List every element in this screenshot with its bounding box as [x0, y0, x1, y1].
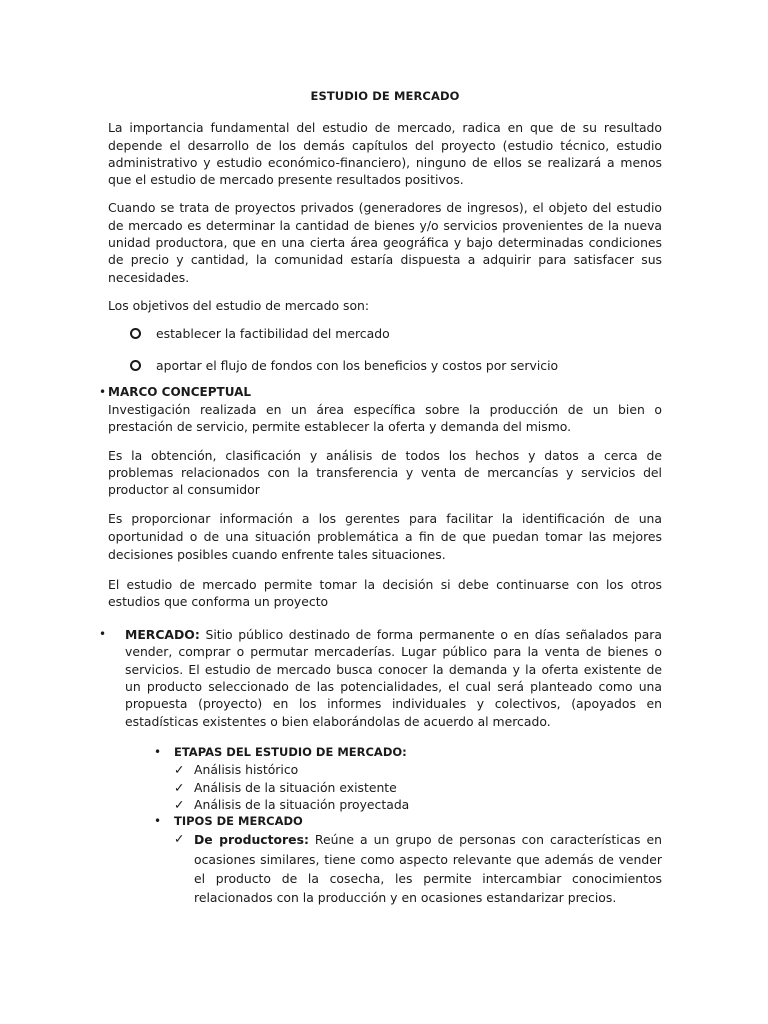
- tipo-item: [174, 830, 662, 907]
- etapa-text: Análisis histórico: [194, 762, 299, 778]
- mercado-section: [99, 626, 662, 730]
- etapa-text: Análisis de la situación proyectada: [194, 796, 410, 812]
- marco-paragraph-4: El estudio de mercado permite tomar la decisión si debe continuarse con los otros estudios que conforma un proyecto: [108, 576, 662, 609]
- intro-paragraph-1: La importancia fundamental del estudio de mercado, radica en que de su resultado depende el desarrollo de los demás capítulos del proyecto (estudio técnico, estudio administrativo y estudio económico-financiero), ninguno de ellos se realizará a menos que el estudio de mercado presente resultados positivos.: [108, 120, 662, 188]
- circle-bullet-icon: [130, 328, 141, 339]
- etapa-item: [174, 761, 662, 778]
- checkmark-icon: ✓: [174, 796, 185, 812]
- etapas-list: [174, 761, 662, 813]
- etapa-text: Análisis de la situación existente: [194, 779, 397, 795]
- mercado-definition: Sitio público destinado de forma permanente o en días señalados para vender, comprar o permutar mercaderías. Lugar público para la venta de bienes o servicios. El estudio de mercado busca conocer la demanda y la oferta existente de un producto seleccionado de las potencialidades, el cual será planteado como una propuesta (proyecto) en los informes individuales y colectivos, (apoyados en estadísticas existentes o bien elaborándolas de acuerdo al mercado.: [125, 627, 662, 729]
- marco-paragraph-1: Investigación realizada en un área específica sobre la producción de un bien o prestación de servicio, permite establecer la oferta y demanda del mismo.: [108, 402, 662, 435]
- etapas-heading: ETAPAS DEL ESTUDIO DE MERCADO:: [174, 744, 407, 759]
- etapa-item: [174, 796, 662, 813]
- document-page: [99, 88, 663, 907]
- objectives-list: [108, 325, 662, 374]
- tipos-section: [108, 813, 662, 907]
- checkmark-icon: ✓: [174, 779, 185, 795]
- marco-paragraph-3: Es proporcionar información a los gerentes para facilitar la identificación de una oportunidad o de una situación problemática a fin de que puedan tomar las mejores decisiones posibles cuando enfrente tales situaciones.: [108, 510, 662, 563]
- etapas-section: [108, 744, 662, 813]
- objective-item: [108, 357, 662, 374]
- tipos-list: [174, 830, 662, 907]
- tipo-term: De productores:: [194, 832, 309, 848]
- objective-text: establecer la factibilidad del mercado: [156, 326, 390, 342]
- tipo-definition: Reúne a un grupo de personas con características en ocasiones similares, tiene como aspecto relevante que además de vender el producto de la cosecha, les permite intercambiar conocimientos relacionados con la producción y en ocasiones estandarizar precios.: [194, 832, 663, 905]
- objectives-intro: Los objetivos del estudio de mercado son:: [108, 297, 370, 313]
- mercado-term: MERCADO:: [125, 627, 200, 643]
- bullet-icon: •: [154, 744, 162, 759]
- bullet-icon: •: [99, 627, 107, 642]
- objective-text: aportar el flujo de fondos con los beneficios y costos por servicio: [156, 357, 559, 373]
- circle-bullet-icon: [130, 360, 141, 371]
- tipos-heading: TIPOS DE MERCADO: [174, 814, 303, 829]
- bullet-icon: •: [154, 814, 162, 829]
- document-title: ESTUDIO DE MERCADO: [310, 89, 460, 103]
- marco-conceptual-section: [99, 384, 662, 610]
- objective-item: [108, 325, 662, 342]
- intro-paragraph-2: Cuando se trata de proyectos privados (generadores de ingresos), el objeto del estudio de mercado es determinar la cantidad de bienes y/o servicios provenientes de la nueva unidad productora, que en una cierta área geográfica y bajo determinadas condiciones de precio y cantidad, la comunidad estaría dispuesta a adquirir para satisfacer sus necesidades.: [108, 200, 662, 285]
- etapa-item: [174, 779, 662, 796]
- bullet-icon: •: [99, 384, 107, 399]
- tipo-text: [194, 830, 662, 907]
- checkmark-icon: ✓: [174, 831, 185, 847]
- mercado-paragraph: [108, 626, 662, 730]
- checkmark-icon: ✓: [174, 762, 185, 778]
- marco-conceptual-heading: MARCO CONCEPTUAL: [108, 384, 251, 399]
- marco-paragraph-2: Es la obtención, clasificación y análisis de todos los hechos y datos a cerca de problemas relacionados con la transferencia y venta de mercancías y servicios del productor al consumidor: [108, 447, 662, 498]
